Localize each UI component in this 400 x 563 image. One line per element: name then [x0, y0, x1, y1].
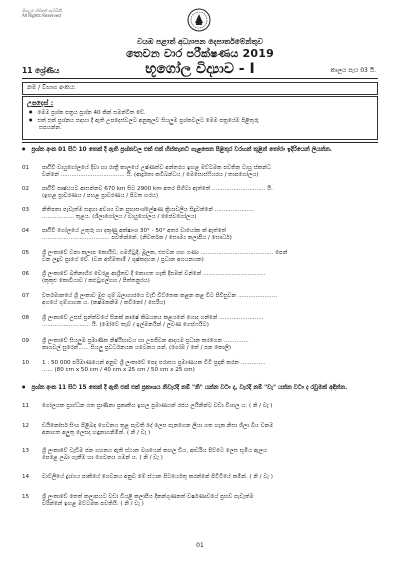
- question-text: පෘථිවි පෘෂ්ඨයට ආසන්නව 670 km සිට 2900 km අතර පිහිටා ඇත්තේ .............................. යි. (ඉහළ ප්‍රාවරණය / පහළ ප්‍රාවරණය / පිටත හරය): [42, 186, 273, 200]
- question-text: ගෝලයක ප්‍රාග්ධන ගත ප්‍රාණිනා ප්‍රකෘතිය ඉහල ප්‍රමාණයන් රජය ලයිනින්ට වඩා විශාල ය. ( නි / වැ ): [42, 403, 273, 409]
- header-divider: [22, 78, 378, 79]
- question-number: 01: [22, 165, 30, 171]
- question-number: 03: [22, 207, 30, 213]
- department-name: වයඹ පළාත් අධ්‍යාපන දෙපාර්තමේන්තුව: [137, 37, 263, 46]
- exam-title: තෙවන වාර පරීක්ෂණය 2019: [126, 47, 274, 60]
- question-number: 02: [22, 186, 30, 192]
- page-number: 01: [196, 542, 204, 549]
- section-instruction-1: ● ප්‍රශ්න අංක 01 සිට 10 තෙක් දී ඇති ප්‍රශ්නවල එක් එක් හිස්තැනට ගැළපෙන පිළිතුර වරහන් තුළින් තෝරා ඉදිරියෙන් ලියන්න.: [22, 146, 378, 154]
- question-text: වර්තමානයේ ශ්‍රී ලංකාව මුළු ගුම් බලාගාරයෙ වැඩි විට්තෙක කළන කළ වීට පිවිසුවන ...................... අගයේ ගුම්ගාගක ය. (කෂ්මකනිම / කවිනෝ / සෙරීය): [42, 293, 277, 307]
- instructions-box: [22, 96, 378, 140]
- question-number: 14: [22, 474, 30, 480]
- question-number: 07: [22, 293, 30, 299]
- duration-label: කාලය පැය 03 යි.: [330, 67, 376, 74]
- name-index-label: නම / විභාග අංකය:: [27, 84, 76, 91]
- question-number: 05: [22, 250, 30, 256]
- instructions-title: උපදෙස් :: [27, 99, 54, 107]
- question-number: 11: [22, 403, 30, 409]
- instruction-item-cont: සපයන්න.: [39, 125, 62, 131]
- question-text: ශ්‍රී ලංකාවේ සියලුම ප්‍රමාණික නිෂ්ඨිභාවය හා උපජීවන ආදායම ප්‍රධාන කරගෙන .............. කාගවල් සුරෙන්...... සියලු ප්‍රවර්ධනයක යටෙනය පන්. (ගෝඹ / තේ / පන කොලි): [42, 338, 249, 352]
- instruction-item: ● මෙම ප්‍රශ්න පත්‍රය ප්‍රශ්න 40 කින් සමන්විත වේ.: [29, 109, 369, 117]
- question-text: ශ්‍රී ලංකාවේ තෙත් කලාපයට වඩා වියළි කලාපීය දිකන්ගුණනත් වර්ෂණාවයේ ප්‍රභව පැවැත්ම වරින්නේ ඉහළ මට්ටමක පවතියි. ( නි / වැ ): [42, 494, 254, 508]
- question-text: ශ්‍රී ලංකාවේ බතිනාහිර වෙරළ ආශ්‍රිතව දී නොගත හැකි දීපමක් වන්නේ ................................... (කුකුළු කොවියාව / කළුටුගල්ගහ / පිත්තනුරය): [42, 271, 266, 285]
- copyright-line-si: සියලුම හිමිකම් ඇවිරිණි.: [22, 8, 63, 13]
- question-number: 06: [22, 271, 30, 277]
- question-text: පෘථිවි වායුගෝලයේ දිවා හා රාත්‍රී කාලයේ උෂ්ණත්ව අන්තරය ඉහළ මට්ටමක පවතින වායු ස්කන්ධ වන්නේ .................................... යි. (ආර්ද්‍රතා කටිබන්ධය / මෙසොස්ෆියරය / තාපගෝලය): [42, 165, 271, 179]
- question-number: 09: [22, 338, 30, 344]
- question-text: ශ්‍රී ලංකාවේ වැඩිම ජන ගහනය ඇති ස්ථාන වශයෙන් කහල ඩිය, ආර්ඩිය පිට්ටෙ ලෙස භූමිය ඇලය පෙළෙ ලබා ගැනීම හා ගෙවනය ගමන් ය. ( නි / වැ ): [42, 448, 268, 462]
- question-text: නිතිපතා පැවැත්ම සඳහා අවශ්‍ය වන ප්‍රභාසංශ්ලේෂණ ක්‍රියාවලිය සිදුවන්නේ ...................... .................. තුළය. (ශිලාගෝලය / වායුගෝලය / ජෛවගෝලය): [42, 207, 254, 221]
- provincial-emblem-icon: [186, 8, 212, 32]
- copyright-line-en: All Rights Reserved: [22, 13, 61, 18]
- question-text: ශ්‍රී ලංකාවේ වනා කලාප කොයිඩ, ගමගිටුදී, මූලක, එළුවන ගඟ ගණා ......................................... පෙන් වන ලදුව ප්‍රාගේ වේ. (වන අභිමතාමි / ශුෂ්කදහන / ප්‍රධාන අගයනයක): [42, 250, 288, 264]
- question-text: ශ්‍රී ලංකාවේ උසස් ප්‍රන්ත්වයේ සිනක් නෘෂේ කිඛයනය කළයනේ ගොද ගන්නේ ......................... ........................... යි. (මෝටේ තැබ් / ඉල්මනයින් / ලවණ ගෙස්ෆයිට): [42, 315, 264, 329]
- question-number: 08: [22, 315, 30, 321]
- name-index-field[interactable]: [22, 82, 378, 95]
- question-text: 1 : 50 000 පරිමාණයෙන් අනුව ශ්‍රී ලංකාවේ පෙද පරාසය ප්‍රමාණයක විටි ප්‍රදානි කරන .............. ...... (80 cm x 50 cm / 40 cm x 25 cm / 50 cm x 25 cm): [42, 360, 266, 374]
- grade-label: 11 ශ්‍රේණිය: [22, 66, 60, 75]
- question-number: 04: [22, 228, 30, 234]
- question-text: පෘථිවි ගෝලයේ උතුරු හා දකුණු අක්ෂාංශ 30° - 50° අතර වායෝක ක් ඇත්තේ ...................................... පවතින්නේ. (නිවර්තන / සෞම්‍ය කලාපීය / සෞර්ධ): [42, 228, 232, 242]
- instruction-item: ● එක් එක් ප්‍රශ්නය සඳහා දී ඇති උපදෙස්වලට අනුකූලව සියලුම ප්‍රශ්නවලට මෙම පත්‍රයේම පිළිතුරු: [29, 117, 369, 125]
- question-number: 13: [22, 448, 30, 454]
- question-number: 15: [22, 494, 30, 500]
- question-number: 12: [22, 423, 30, 429]
- section-divider: [22, 142, 378, 143]
- question-number: 10: [22, 360, 30, 366]
- subject-title: භූගෝල විද්‍යාව - I: [145, 61, 255, 77]
- copyright-notice: [22, 8, 63, 18]
- question-text: ඩයිනෝසර් සිංහ පිළිබඳ ගෙවනය තුළ පැවති දේ ලෙස පැනගෙන ලියා ගත හැක නිසා ශිලා බිය වනම අනාගත අලුතු ලෙසද හඳුනාගනිමින්. ( නි / වැ ): [42, 423, 274, 437]
- question-text: වාට්ලියේ දුශ්ගය පාකියේ ගෙවනය අනුව මේ ස්ථාන පිටර්යෙතු කරන්නේ පිටිටියේ කමින්. ( නි / වැ ): [42, 474, 273, 480]
- section-instruction-2: ● ප්‍රශ්න අංක 11 සිට 15 තෙක් දී ඇති එක් එක් ප්‍රකාශය නිවැරදි නම් "නි" යන්න වටා ද, වැරදි නම් "වැ" යන්න වටා ද රවුමක් අඳින්න.: [22, 384, 378, 392]
